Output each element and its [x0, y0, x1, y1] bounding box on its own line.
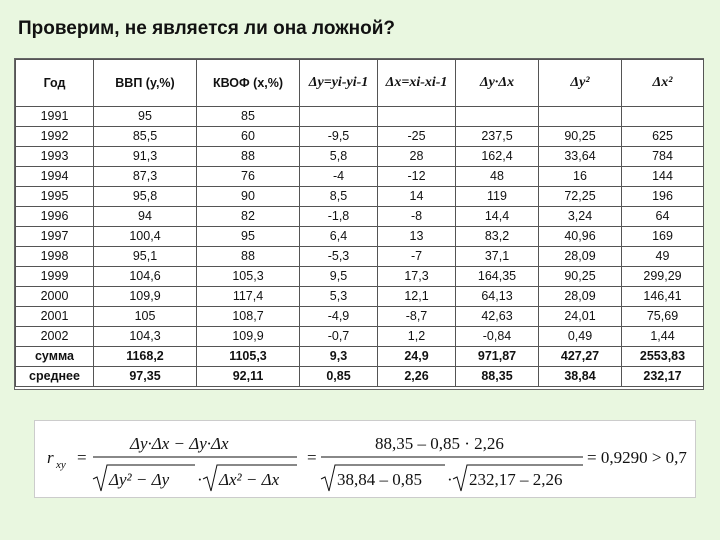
table-cell: 82 [197, 207, 300, 227]
table-cell: -4 [300, 167, 378, 187]
table-cell: 1,44 [622, 327, 704, 347]
table-cell: 117,4 [197, 287, 300, 307]
table-cell: 16 [539, 167, 622, 187]
table-cell: 0,85 [300, 367, 378, 387]
table-cell: 8,5 [300, 187, 378, 207]
table-cell: 3,24 [539, 207, 622, 227]
table-cell: 427,27 [539, 347, 622, 367]
table-cell: 1996 [16, 207, 94, 227]
table-cell: -9,5 [300, 127, 378, 147]
table-row [16, 287, 704, 307]
table-cell: 90,25 [539, 267, 622, 287]
table-cell [456, 107, 539, 127]
table-cell: 5,8 [300, 147, 378, 167]
table-cell: 88 [197, 247, 300, 267]
table-cell: 12,1 [378, 287, 456, 307]
table-cell: -7 [378, 247, 456, 267]
table-row [16, 327, 704, 347]
table-cell [378, 107, 456, 127]
table-cell: 91,3 [94, 147, 197, 167]
table-cell: 299,29 [622, 267, 704, 287]
table-cell: 1997 [16, 227, 94, 247]
table-row-sum [16, 347, 704, 367]
formula-result: = 0,9290 > 0,7 [587, 448, 687, 467]
table-row [16, 147, 704, 167]
table-cell: 164,35 [456, 267, 539, 287]
table-cell: -0,7 [300, 327, 378, 347]
table-cell: 75,69 [622, 307, 704, 327]
table-cell: 2,26 [378, 367, 456, 387]
table-cell: 144 [622, 167, 704, 187]
table-cell: 109,9 [94, 287, 197, 307]
col-header-year: Год [16, 60, 94, 107]
table-row [16, 107, 704, 127]
table-body [16, 107, 704, 387]
table-cell: 95,1 [94, 247, 197, 267]
table-cell: 1998 [16, 247, 94, 267]
table-cell: 100,4 [94, 227, 197, 247]
table-cell: 17,3 [378, 267, 456, 287]
table-row [16, 247, 704, 267]
table-cell: 1995 [16, 187, 94, 207]
table-cell: 2000 [16, 287, 94, 307]
table-cell: среднее [16, 367, 94, 387]
table-cell: 95 [94, 107, 197, 127]
col-header-delta-y: Δy=yi-yi-1 [300, 60, 378, 107]
table-cell: 6,4 [300, 227, 378, 247]
table-cell: 625 [622, 127, 704, 147]
col-header-delta-x: Δx=xi-xi-1 [378, 60, 456, 107]
table-row [16, 307, 704, 327]
table-row [16, 227, 704, 247]
table-row-average [16, 367, 704, 387]
table-cell: 108,7 [197, 307, 300, 327]
table-cell: 2002 [16, 327, 94, 347]
formula-dot-1: · [197, 470, 203, 489]
table-cell: -8,7 [378, 307, 456, 327]
table-cell: сумма [16, 347, 94, 367]
table-cell: 88 [197, 147, 300, 167]
table-cell: 146,41 [622, 287, 704, 307]
table-cell: 1991 [16, 107, 94, 127]
formula-lhs: r [47, 448, 54, 467]
table-cell: 85,5 [94, 127, 197, 147]
table-row [16, 267, 704, 287]
table-cell: 92,11 [197, 367, 300, 387]
data-table-container [14, 58, 704, 390]
table-row [16, 187, 704, 207]
data-table [15, 59, 704, 387]
table-cell: 784 [622, 147, 704, 167]
table-cell: 971,87 [456, 347, 539, 367]
table-cell: 9,3 [300, 347, 378, 367]
table-cell: 28,09 [539, 287, 622, 307]
table-row [16, 167, 704, 187]
table-cell: -1,8 [300, 207, 378, 227]
col-header-delta-y-sq: Δy² [539, 60, 622, 107]
col-header-kvof: КВОФ (x,%) [197, 60, 300, 107]
table-cell: 24,01 [539, 307, 622, 327]
table-cell: 83,2 [456, 227, 539, 247]
formula-svg [35, 421, 695, 497]
table-cell: 1993 [16, 147, 94, 167]
table-cell: 196 [622, 187, 704, 207]
table-cell: 237,5 [456, 127, 539, 147]
table-row [16, 127, 704, 147]
slide-title: Проверим, не является ли она ложной? [18, 18, 396, 39]
table-cell: 97,35 [94, 367, 197, 387]
table-cell: 169 [622, 227, 704, 247]
table-cell: 40,96 [539, 227, 622, 247]
table-cell: 1,2 [378, 327, 456, 347]
table-cell: -0,84 [456, 327, 539, 347]
table-cell: 88,35 [456, 367, 539, 387]
table-cell: 14,4 [456, 207, 539, 227]
formula-dot-2: · [447, 470, 453, 489]
table-cell: 14 [378, 187, 456, 207]
table-cell: 76 [197, 167, 300, 187]
table-cell: 72,25 [539, 187, 622, 207]
table-cell: 87,3 [94, 167, 197, 187]
table-cell: 37,1 [456, 247, 539, 267]
table-header-row [16, 60, 704, 107]
table-cell: 109,9 [197, 327, 300, 347]
table-cell: 33,64 [539, 147, 622, 167]
table-cell: 85 [197, 107, 300, 127]
table-cell: 48 [456, 167, 539, 187]
table-cell: 90 [197, 187, 300, 207]
table-cell: 105 [94, 307, 197, 327]
col-header-delta-x-sq: Δx² [622, 60, 704, 107]
table-cell: 49 [622, 247, 704, 267]
table-cell: 119 [456, 187, 539, 207]
formula-den-symbolic-b: Δx² − Δx [219, 470, 280, 489]
table-cell: 24,9 [378, 347, 456, 367]
table-cell: 95 [197, 227, 300, 247]
table-cell: 1999 [16, 267, 94, 287]
table-cell [300, 107, 378, 127]
table-cell: 0,49 [539, 327, 622, 347]
formula-lhs-sub: xy [56, 459, 66, 471]
table-cell: -25 [378, 127, 456, 147]
table-cell: 1992 [16, 127, 94, 147]
table-cell: 1168,2 [94, 347, 197, 367]
table-cell: 28,09 [539, 247, 622, 267]
col-header-delta-y-delta-x: Δy·Δx [456, 60, 539, 107]
table-cell: 5,3 [300, 287, 378, 307]
table-cell: 232,17 [622, 367, 704, 387]
table-cell: 64 [622, 207, 704, 227]
table-cell: -5,3 [300, 247, 378, 267]
formula-numerator-numeric: 88,35 – 0,85 · 2,26 [375, 434, 504, 453]
table-cell: 28 [378, 147, 456, 167]
table-cell: 64,13 [456, 287, 539, 307]
formula-eq2: = [307, 448, 317, 467]
table-cell: 95,8 [94, 187, 197, 207]
table-cell: 1105,3 [197, 347, 300, 367]
table-cell: 2553,83 [622, 347, 704, 367]
table-cell [539, 107, 622, 127]
formula-numerator-symbolic: Δy·Δx − Δy·Δx [130, 434, 229, 453]
table-cell: -12 [378, 167, 456, 187]
table-cell: 1994 [16, 167, 94, 187]
table-cell [622, 107, 704, 127]
table-cell: 38,84 [539, 367, 622, 387]
table-cell: -4,9 [300, 307, 378, 327]
table-cell: 104,6 [94, 267, 197, 287]
table-cell: 162,4 [456, 147, 539, 167]
table-cell: 60 [197, 127, 300, 147]
table-cell: 13 [378, 227, 456, 247]
col-header-gdp: ВВП (y,%) [94, 60, 197, 107]
table-cell: 2001 [16, 307, 94, 327]
table-cell: 104,3 [94, 327, 197, 347]
formula-eq1: = [77, 448, 87, 467]
formula-den-symbolic-a: Δy² − Δy [109, 470, 170, 489]
table-cell: 94 [94, 207, 197, 227]
table-cell: 42,63 [456, 307, 539, 327]
correlation-formula [34, 420, 696, 498]
table-row [16, 207, 704, 227]
table-cell: 90,25 [539, 127, 622, 147]
table-cell: -8 [378, 207, 456, 227]
table-cell: 105,3 [197, 267, 300, 287]
table-cell: 9,5 [300, 267, 378, 287]
formula-den-numeric-b: 232,17 – 2,26 [469, 470, 563, 489]
formula-den-numeric-a: 38,84 – 0,85 [337, 470, 422, 489]
